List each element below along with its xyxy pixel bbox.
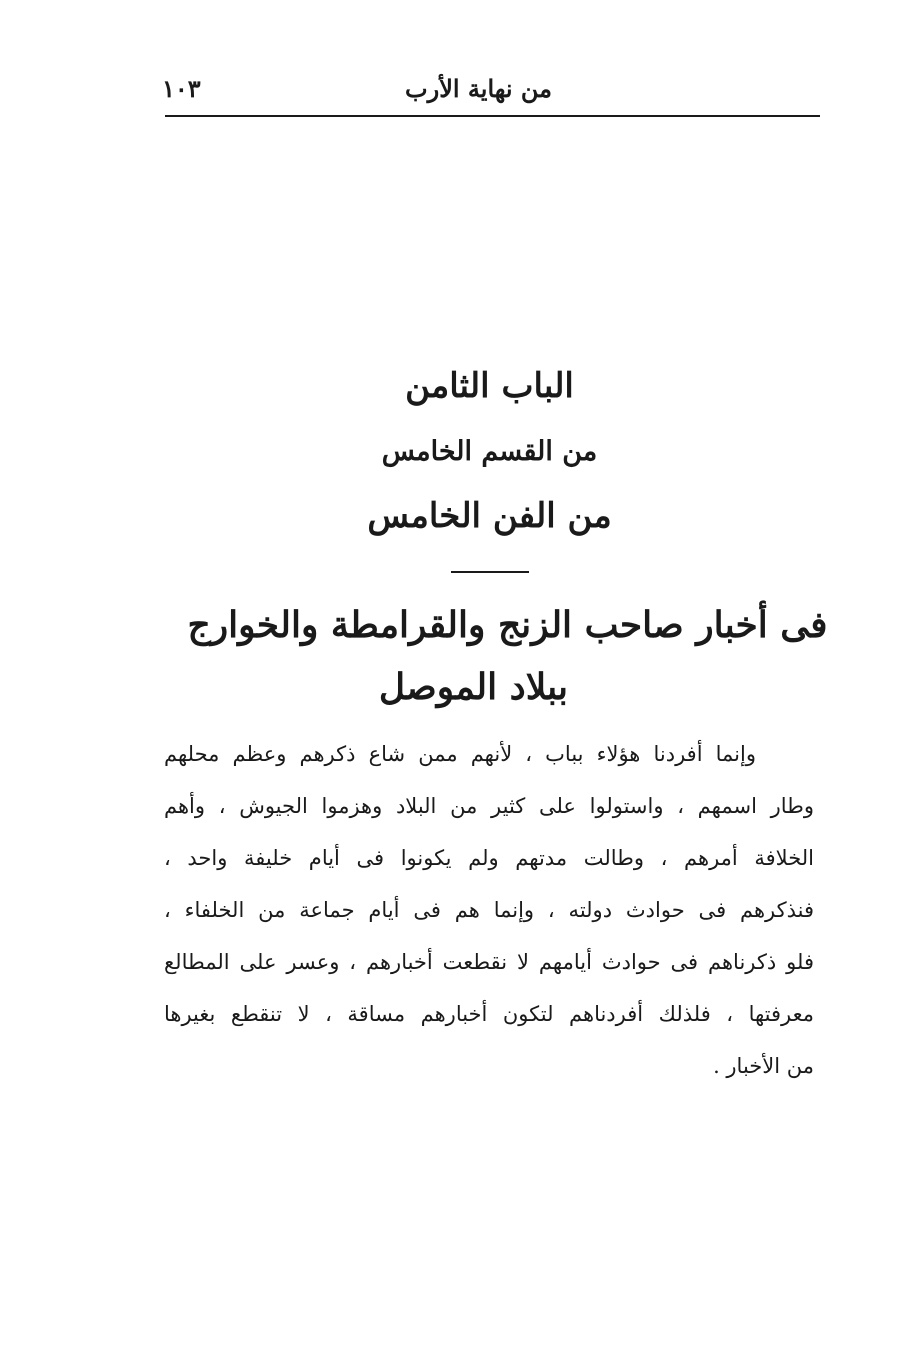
body-line: من الأخبار . (713, 1054, 814, 1078)
body-line: فلو ذكرناهم فى حوادث أيامهم لا نقطعت أخبارهم ، وعسر على المطالع (164, 950, 814, 974)
body-line: وإنما أفردنا هؤلاء بباب ، لأنهم ممن شاع ذكرهم وعظم محلهم (164, 742, 756, 766)
body-line: فنذكرهم فى حوادث دولته ، وإنما هم فى أيام جماعة من الخلفاء ، (164, 898, 814, 922)
body-line: معرفتها ، فلذلك أفردناهم لتكون أخبارهم مساقة ، لا تنقطع بغيرها (164, 1002, 814, 1026)
art-heading: من الفن الخامس (367, 496, 612, 536)
running-title: من نهاية الأرب (405, 74, 552, 103)
subject-title-line-1: فى أخبار صاحب الزنج والقرامطة والخوارج (187, 604, 828, 646)
heading-divider (451, 571, 529, 573)
section-heading: من القسم الخامس (381, 436, 598, 467)
body-paragraph (164, 728, 814, 1092)
running-header (162, 74, 820, 110)
header-rule (165, 115, 820, 117)
subject-title-line-2: ببلاد الموصل (378, 666, 569, 708)
chapter-title: الباب الثامن (405, 366, 574, 406)
body-line: الخلافة أمرهم ، وطالت مدتهم ولم يكونوا فى أيام خليفة واحد ، (164, 846, 814, 870)
body-line: وطار اسمهم ، واستولوا على كثير من البلاد وهزموا الجيوش ، وأهم (164, 794, 814, 818)
page-number: ١٠٣ (162, 74, 201, 103)
